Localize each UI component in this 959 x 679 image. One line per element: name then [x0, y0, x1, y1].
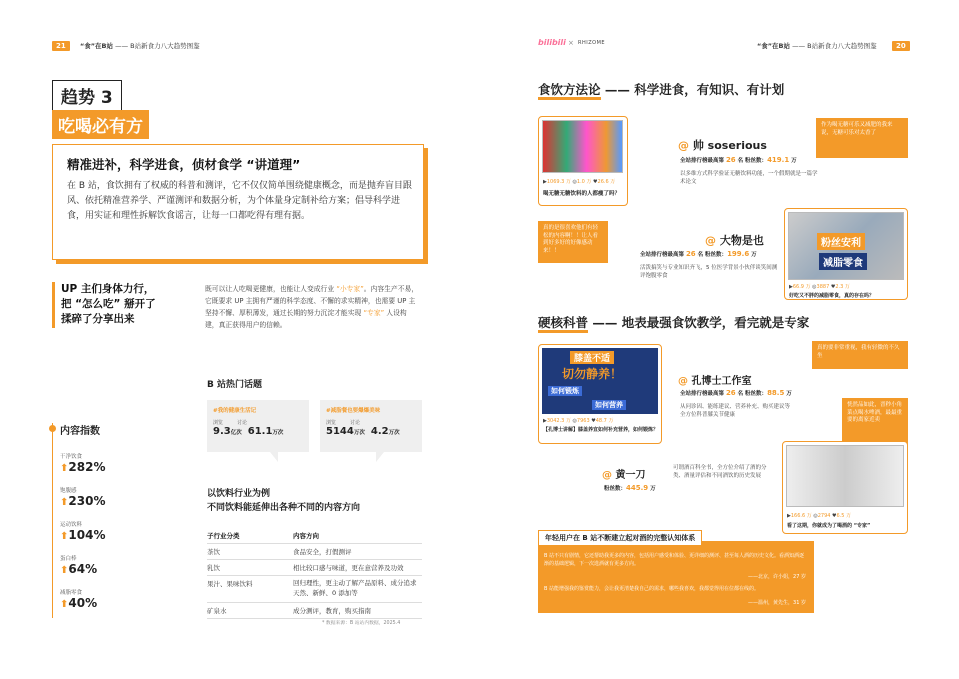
up4-fans: [604, 484, 656, 492]
fans-label: 粉丝数：: [705, 252, 728, 258]
up-heading-line: 把 “怎么吃” 掰开了: [61, 298, 156, 311]
td: 成分测评，教育，购买指南: [293, 606, 371, 615]
disc-label: 讨论: [350, 420, 361, 426]
video-card[interactable]: [538, 116, 628, 206]
fans: 419.1: [767, 156, 790, 164]
at-icon: @: [705, 234, 716, 247]
table-row: [207, 603, 422, 619]
arrow-up-icon: ⬆: [60, 463, 69, 474]
highlight-zhuanjia: “专家”: [363, 308, 385, 317]
section1-title: 食饮方法论: [538, 82, 601, 100]
rank: 26: [725, 156, 736, 164]
index-label: 减脂零食: [60, 590, 83, 596]
disc-num: 4.2: [370, 426, 389, 437]
thumb-text: 切勿静养！: [562, 367, 623, 381]
view-num: 9.3: [213, 426, 231, 437]
table-header: [207, 528, 422, 544]
td: 食品安全，打假测评: [293, 548, 352, 556]
topic-card[interactable]: [320, 400, 422, 452]
index-value: 104%: [68, 528, 106, 542]
rank-unit: 名: [737, 391, 744, 397]
up-name: 帅 soserious: [692, 139, 767, 152]
section1-heading: [538, 80, 784, 98]
up-text-part: 既可以让人吃喝更健康，也能让人变成行业: [205, 285, 337, 293]
index-value: 230%: [68, 494, 106, 508]
index-value: 282%: [68, 460, 106, 474]
fans-label: 粉丝数：: [745, 391, 768, 397]
drink-title-line: 不同饮料能延伸出各种不同的内容方向: [207, 502, 361, 513]
at-icon: @: [678, 376, 688, 387]
view-unit: 万次: [353, 430, 365, 436]
up-desc: 从问诊因、能练建议、营养补充、购买建议等全方位科普膝关节健康: [680, 404, 791, 419]
video-card[interactable]: [782, 441, 908, 534]
at-icon: @: [602, 470, 612, 481]
topic-tag: #减脂餐也要爆爆美味: [326, 408, 381, 414]
up-text: [205, 284, 420, 332]
video-thumbnail[interactable]: [542, 120, 623, 173]
views: 1069.3 万: [546, 179, 571, 185]
video-stats: ▶166.6 万 ◎2794 ♥6.5 万: [787, 513, 852, 519]
quote-text: B 站不只有剧情，它还帮助我更多的内容，包括用户感受和体验、更详细的测评、甚至每人酒的历史文化。看酒知酒逐渐的基础逻辑，下一次选酒就有更多方向。: [544, 553, 805, 567]
bubble-tail: [376, 452, 384, 462]
intro-box: [52, 144, 424, 260]
fans: 88.5: [767, 389, 785, 397]
at-icon: @: [678, 139, 689, 152]
page-header: [757, 41, 877, 50]
view-num: 5144: [326, 426, 354, 437]
index-item: [60, 588, 105, 622]
section2-heading: [538, 313, 809, 331]
index-line: [52, 423, 55, 618]
fans-label: 粉丝数：: [745, 158, 768, 164]
up1-name: [678, 137, 767, 153]
page-number: 20: [892, 41, 910, 51]
view-label: 浏览: [326, 420, 337, 426]
up1-rank: [680, 156, 797, 164]
video-card[interactable]: [538, 344, 662, 444]
td: 相比较口感与味道，更在意营养及功效: [293, 564, 404, 572]
header-title: —— B站新食力八大趋势图鉴: [113, 42, 200, 50]
comments: 2794: [817, 513, 831, 519]
logo-separator: ×: [568, 39, 574, 47]
th: 内容方向: [293, 532, 319, 540]
td: 矿泉水: [207, 606, 227, 615]
index-item: [60, 520, 105, 554]
user-comment: 真的要非常重视，我有轻微的不久坐: [812, 341, 908, 369]
comments: 1.0 万: [576, 179, 592, 185]
rank-label: 全站排行榜最高第: [680, 158, 725, 164]
video-caption: 喝无糖无糖饮料的人都瘦了吗？: [543, 191, 621, 197]
up-name: 孔博士工作室: [691, 376, 752, 387]
quote-text: B 站能增强我的鉴赏能力，会让我更清楚我自己的需求，哪些我喜欢，我都觉得用在位都在线的。: [544, 586, 760, 592]
video-stats: ▶3042.3 万 ◎7963 ♥48.7 万: [543, 418, 614, 424]
quote-box: [538, 541, 814, 613]
table-row: [207, 544, 422, 560]
drink-title-line: 以饮料行业为例: [207, 489, 271, 499]
fans-unit: 万: [751, 252, 757, 258]
fans: 199.6: [727, 250, 750, 258]
likes: 48.7 万: [595, 418, 614, 424]
view-unit: 亿次: [230, 430, 242, 436]
badge: 粉丝安利: [817, 233, 865, 250]
up-desc: 可谓酒百科全书，全方位介绍了酒的分类、酒量评估和不同酒饮的历史发展: [673, 465, 767, 480]
thumb-text: 如何营养: [592, 400, 626, 410]
thumb-text: 如何锻炼: [548, 386, 582, 396]
badge: 减脂零食: [819, 253, 867, 270]
arrow-up-icon: ⬆: [60, 497, 69, 508]
disc-num: 61.1: [247, 426, 273, 437]
quote-author: ——温州，黄先生，31 岁: [748, 600, 806, 606]
video-stats: ▶66.9 万 ◎3887 ♥2.3 万: [789, 284, 850, 290]
topic-tag: #我的健康生活记: [213, 408, 257, 414]
rank-label: 全站排行榜最高第: [640, 252, 685, 258]
index-list: [60, 452, 105, 622]
fans-unit: 万: [786, 391, 792, 397]
td: 回归理性，更主动了解产品原料、成分追求天然、新鲜、0 添加等: [293, 579, 417, 597]
up-name: 大物是也: [719, 234, 764, 247]
likes: 2.3 万: [835, 284, 850, 290]
fans-unit: 万: [650, 486, 656, 492]
likes: 6.5 万: [836, 513, 852, 519]
user-comment: 作为喝无糖可乐又减肥的我来说，无糖可乐对太香了: [816, 118, 908, 158]
trend-title: 吃喝必有方: [52, 110, 149, 139]
index-dot: [49, 425, 56, 432]
section1-sub: —— 科学进食，有知识、有计划: [600, 82, 785, 97]
td: 茶饮: [207, 548, 220, 556]
source-note: * 数据来源：B 站站内数据，2025.4: [322, 621, 401, 626]
video-thumbnail[interactable]: [786, 445, 904, 507]
index-value: 40%: [68, 596, 98, 610]
header-title: —— B站新食力八大趋势图鉴: [790, 42, 877, 50]
up3-rank: [680, 389, 792, 397]
section2-sub: —— 地表最强食饮教学，看完就是专家: [588, 315, 810, 330]
bubble-tail: [270, 452, 278, 462]
td: 乳饮: [207, 564, 220, 572]
quote-author: ——北京，许小姐，27 岁: [748, 574, 806, 580]
partner-logo: RHIZOME: [578, 40, 606, 46]
page-number: 21: [52, 41, 70, 51]
table-row: [207, 576, 422, 603]
comments: 7963: [576, 418, 590, 424]
disc-unit: 万次: [272, 430, 284, 436]
index-label: 饱腹感: [60, 488, 77, 494]
arrow-up-icon: ⬆: [60, 599, 69, 610]
views: 3042.3 万: [546, 418, 571, 424]
user-comment: 恍然品如此，晋秒小角菜点喝水啤酒，最最重要的离家近卖: [842, 398, 908, 448]
index-title: 内容指数: [60, 426, 100, 437]
rank-label: 全站排行榜最高第: [680, 391, 725, 397]
arrow-up-icon: ⬆: [60, 565, 69, 576]
disc-unit: 万次: [388, 430, 400, 436]
section2-title: 硬核科普: [538, 315, 588, 333]
video-card[interactable]: [784, 208, 908, 300]
rank: 26: [725, 389, 736, 397]
highlight-xiaozhuanjia: “小专家”: [336, 285, 364, 293]
drink-title: [207, 488, 360, 516]
th: 子行业分类: [207, 532, 240, 540]
bilibili-logo: bilibili: [538, 38, 566, 47]
intro-subtitle: 精准进补，科学进食，侦材食学 “讲道理”: [67, 157, 301, 172]
views: 66.9 万: [792, 284, 811, 290]
index-item: [60, 452, 105, 486]
up-text-part: 人设构建，真正获得用户的信赖。: [205, 308, 407, 329]
video-caption: 【孔博士讲解】膝盖养宜如何补充营养，如何锻炼？: [543, 427, 659, 433]
hot-title: B 站热门话题: [207, 380, 262, 390]
video-stats: ▶1069.3 万 ◎1.0 万 ♥26.6 万: [543, 179, 616, 185]
intro-text: 在 B 站，食饮拥有了权威的科普和测评，它不仅仅简单围绕健康概念，而是抛弃盲目跟风、依托精准营养学、严谨测评和数据分析，为个体量身定制补给方案；倡导科学进食，用实证和理性拆解饮食谣言，让每一口都吃得有理有据。: [67, 181, 412, 221]
up-text-part: 。内容生产不易，它既要求 UP 主拥有严谨的科学态度、不懈的求实精神，也需要 UP 主坚持不懈、厚积薄发，通过长期的努力沉淀才能实现: [205, 285, 419, 317]
header-brand: “食”在B站: [757, 42, 790, 50]
up-heading-line: 揉碎了分享出来: [61, 313, 135, 326]
thumb-text: 膝盖不适: [570, 351, 614, 364]
index-label: 蛋白棒: [60, 556, 77, 562]
video-thumbnail[interactable]: [542, 348, 658, 414]
index-value: 64%: [68, 562, 98, 576]
index-label: 运动饮料: [60, 522, 83, 528]
header-brand: “食”在B站: [80, 42, 113, 50]
likes: 26.6 万: [597, 179, 616, 185]
left-page: [0, 0, 479, 679]
up-desc: 活泼搞笑与专业知识齐飞，5 位医学背景小伙伴谈笑间测评饱腹零食: [640, 265, 778, 280]
right-page: [480, 0, 959, 679]
up-desc: 以多维方式科学验证无糖饮料功能，一个假期就是一篇学术论文: [680, 171, 818, 186]
up-heading: [52, 282, 156, 328]
index-item: [60, 486, 105, 520]
trend-number: 趋势 3: [52, 80, 122, 111]
video-caption: 好吃又不胖的减脂零食，真的存在吗？: [789, 293, 875, 299]
drink-table: [207, 528, 422, 619]
user-comment: 真的是很喜欢他们有轻松的内容啊！！让人看到好多好的好像感动来！！: [538, 221, 608, 263]
fans-unit: 万: [791, 158, 797, 164]
rank-unit: 名: [697, 252, 704, 258]
comments: 3887: [816, 284, 830, 290]
arrow-up-icon: ⬆: [60, 531, 69, 542]
up-name: 黄一刀: [615, 470, 646, 481]
index-item: [60, 554, 105, 588]
views: 166.6 万: [790, 513, 812, 519]
table-row: [207, 560, 422, 576]
up3-name: [678, 372, 751, 387]
topic-card[interactable]: [207, 400, 309, 452]
up2-name: [705, 232, 764, 248]
index-label: 干净饮食: [60, 454, 83, 460]
fans: 445.9: [626, 484, 649, 492]
up4-name: [602, 466, 645, 481]
disc-label: 讨论: [237, 420, 248, 426]
rank: 26: [685, 250, 696, 258]
video-thumbnail[interactable]: [788, 212, 904, 280]
bottom-title: 年轻用户在 B 站不断建立起对酒的完整认知体系: [538, 530, 702, 546]
fans-label: 粉丝数：: [604, 486, 627, 492]
up-heading-line: UP 主们身体力行，: [61, 283, 155, 295]
page-header: [80, 41, 200, 50]
video-caption: 看了这期，你就成为了喝酒的 “专家”: [787, 523, 871, 529]
up2-rank: [640, 250, 757, 258]
rank-unit: 名: [737, 158, 744, 164]
view-label: 浏览: [213, 420, 224, 426]
td: 果汁、果味饮料: [207, 580, 253, 588]
